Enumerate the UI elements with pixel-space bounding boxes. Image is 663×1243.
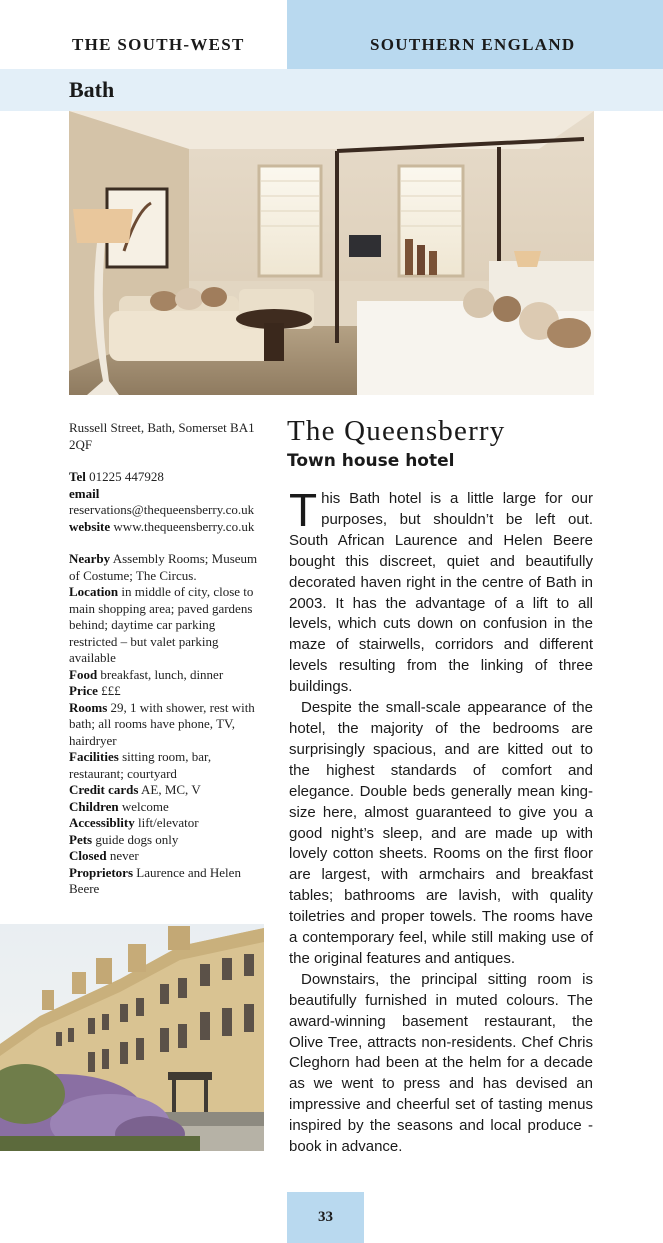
fact-value: never xyxy=(109,848,139,863)
fact-closed xyxy=(69,848,264,865)
tel-label: Tel xyxy=(69,469,86,484)
town-title: Bath xyxy=(69,77,115,102)
fact-value: 29, 1 with shower, rest with bath; all rooms have phone, TV, hairdryer xyxy=(69,699,255,748)
website-value[interactable]: www.thequeensberry.co.uk xyxy=(113,518,255,534)
fact-accessibility xyxy=(69,815,264,832)
tel-value: 01225 447928 xyxy=(89,469,164,484)
website-line xyxy=(69,519,264,536)
facts-list xyxy=(69,551,264,898)
fact-value: £££ xyxy=(101,683,121,698)
fact-label: Food xyxy=(69,666,98,682)
fact-label: Location xyxy=(69,584,119,599)
fact-label: Closed xyxy=(69,848,107,863)
fact-children xyxy=(69,799,264,816)
hotel-details xyxy=(69,420,264,898)
page-number: 33 xyxy=(287,1192,364,1243)
fact-pets xyxy=(69,832,264,849)
fact-label: Proprietors xyxy=(69,864,134,880)
town-band xyxy=(0,69,663,111)
email-value[interactable]: reservations@thequeensberry.co.uk xyxy=(69,502,255,517)
fact-label: Price xyxy=(69,683,98,698)
region-tab-label: SOUTHERN ENGLAND xyxy=(370,35,576,54)
fact-credit-cards xyxy=(69,782,264,799)
fact-value: Assembly Rooms; Museum of Costume; The Circus. xyxy=(69,551,258,583)
fact-value: in middle of city, close to main shopping area; paved gardens behind; daytime car parking restricted – but valet parking available xyxy=(69,584,254,665)
address: Russell Street, Bath, Somerset BA1 2QF xyxy=(69,420,255,452)
fact-nearby xyxy=(69,551,264,584)
fact-rooms xyxy=(69,700,264,750)
fact-value: guide dogs only xyxy=(95,831,179,847)
section-tab-label: THE SOUTH-WEST xyxy=(72,35,245,54)
fact-label: Nearby xyxy=(69,551,111,566)
hotel-name: The Queensberry xyxy=(287,415,506,447)
fact-value: lift/elevator xyxy=(137,815,199,830)
fact-label: Accessiblity xyxy=(69,815,135,830)
fact-value: Laurence and Helen Beere xyxy=(69,864,241,896)
website-label: website xyxy=(69,518,111,534)
fact-price xyxy=(69,683,264,700)
drop-cap: T xyxy=(289,484,318,536)
email-label: email xyxy=(69,485,100,501)
description-paragraph: Downstairs, the principal sitting room is beautifully furnished in muted colours. The award-winning basement restaurant, the Olive Tree, attracts non-residents. Chef Chris Cleghorn had been at the helm for a decade as we went to press and has devised an impressive and cheerful set of tasting menus inspired by the seasons and local produce - book in advance. xyxy=(289,970,593,1156)
contact-block xyxy=(69,469,264,535)
phone-line xyxy=(69,469,264,486)
fact-proprietors xyxy=(69,865,264,898)
fact-value: AE, MC, V xyxy=(141,782,201,797)
hotel-room-photo xyxy=(69,111,594,395)
description-paragraph: Despite the small-scale appearance of the hotel, the majority of the bedrooms are surprisingly spacious, and are kitted out to the highest standards of comfort and elegance. Double beds generally mean king-size here, almost guaranteed to give you a good night’s sleep, and are made up with lovely cotton sheets. Rooms on the first floor are largest, with armchairs and breakfast tables; bathrooms are lavish, with quality toiletries and proper towels. The rooms have a contemporary feel, while still making use of the original features and antiques. xyxy=(289,699,593,967)
section-tab-southern-england xyxy=(287,0,663,69)
fact-label: Credit cards xyxy=(69,782,139,797)
fact-label: Rooms xyxy=(69,699,108,715)
fact-location xyxy=(69,584,264,667)
hotel-type: Town house hotel xyxy=(287,451,455,471)
description-paragraph xyxy=(289,484,593,698)
paragraph-text: his Bath hotel is a little large for our purposes, but shouldn’t be left out. South African Laurence and Helen Beere bought this discreet, quiet and beautifully decorated haven right in the centre of Bath in 2003. It has the advantage of a lift to all levels, which cuts down on confusion in the maze of stairwells, corridors and different levels resulting from the linking of three buildings. xyxy=(289,490,593,696)
fact-label: Facilities xyxy=(69,749,119,764)
fact-value: sitting room, bar, restaurant; courtyard xyxy=(69,749,212,781)
fact-value: welcome xyxy=(121,798,169,814)
fact-food xyxy=(69,667,264,684)
fact-value: breakfast, lunch, dinner xyxy=(100,666,224,682)
section-tab-south-west xyxy=(0,0,287,69)
fact-facilities xyxy=(69,749,264,782)
hotel-description xyxy=(289,484,593,1158)
fact-label: Children xyxy=(69,798,119,814)
bath-street-photo xyxy=(0,924,264,1151)
fact-label: Pets xyxy=(69,831,93,847)
email-line xyxy=(69,486,264,503)
